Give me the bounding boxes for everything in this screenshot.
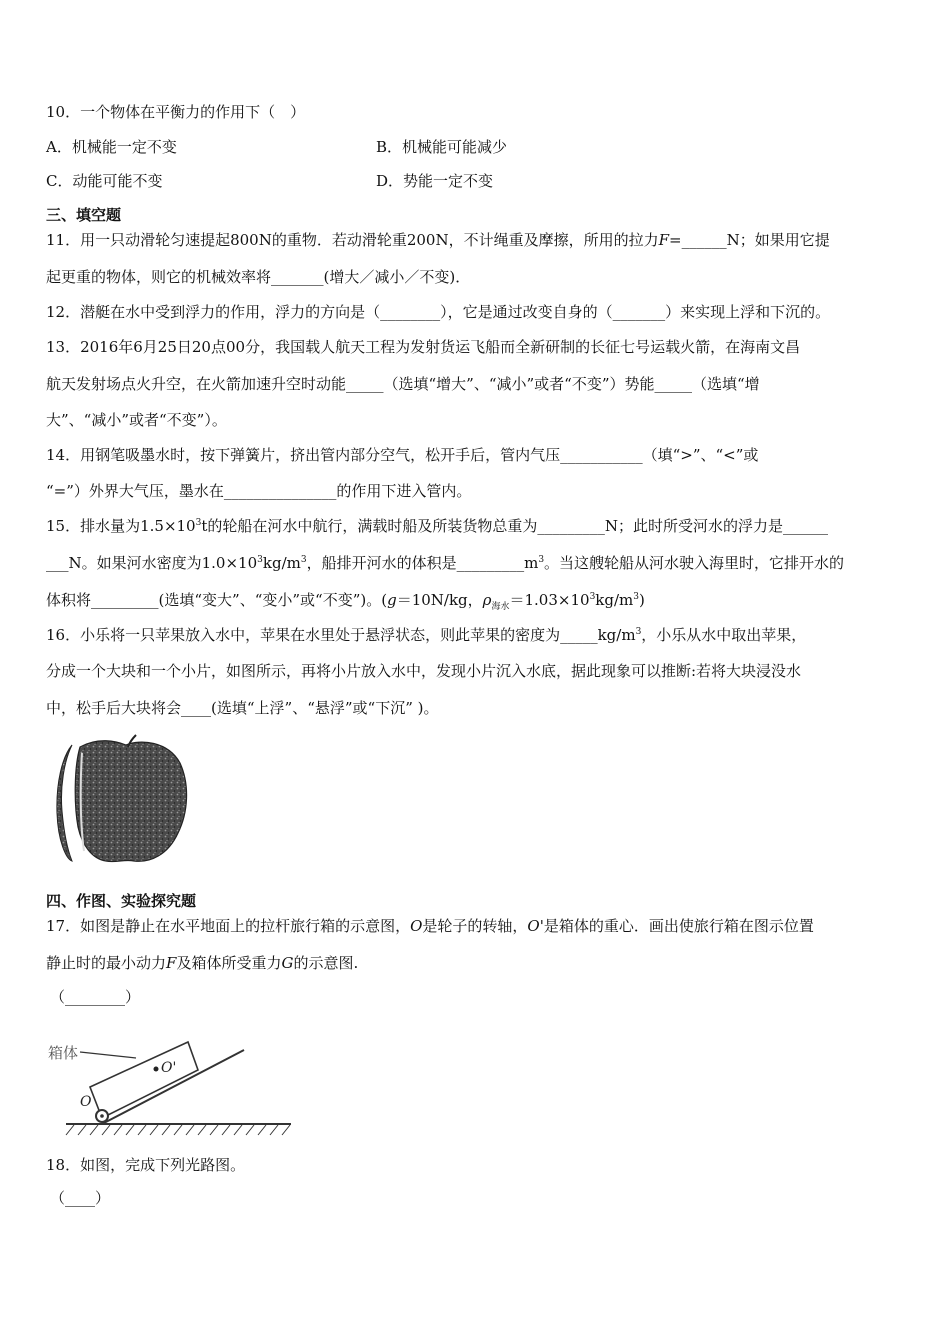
q18-answer-blank: （____） [50, 1189, 111, 1207]
q17-text: 17．如图是静止在水平地面上的拉杆旅行箱的示意图， [46, 917, 411, 935]
q17-var-g: G [281, 954, 294, 972]
q10-option-b: B．机械能可能减少 [376, 138, 508, 156]
q13-line-3: 大”、“减小”或者“不变”）。 [46, 411, 227, 429]
q12-line: 12．潜艇在水中受到浮力的作用，浮力的方向是（________），它是通过改变自身的（_______）来实现上浮和下沉的。 [46, 303, 831, 321]
q16-line-1 [46, 625, 806, 645]
q16-text: ，小乐从水中取出苹果， [641, 626, 807, 644]
q15-text: 。当这艘轮船从河水驶入海里时，它排开水的 [544, 554, 845, 572]
q15-sup: 3 [589, 592, 596, 602]
q17-text: 是轮子的转轴， [422, 917, 528, 935]
q15-text: ，船排开河水的体积是_________m [306, 554, 539, 572]
q15-line-1 [46, 516, 828, 536]
q16-text: 16．小乐将一只苹果放入水中，苹果在水里处于悬浮状态，则此苹果的密度为_____kg/m [46, 626, 636, 644]
section-3-title: 三、填空题 [46, 206, 122, 224]
q17-line-2 [46, 953, 358, 973]
q15-text: t的轮船在河水中航行，满载时船及所装货物总重为_________N；此时所受河水的浮力是______ [201, 517, 829, 535]
ground-hatch [66, 1125, 290, 1135]
apple-large-chunk [75, 741, 186, 862]
q15-text: ＝10N/kg， [396, 591, 483, 609]
q11-line-2: 起更重的物体，则它的机械效率将_______(增大／减小／不变)． [46, 268, 471, 286]
q17-var-o: O [410, 917, 423, 935]
label-o-prime: O' [161, 1060, 177, 1076]
q17-var-f: F [166, 954, 177, 972]
q10-option-c: C．动能可能不变 [46, 172, 163, 190]
q17-var-o-prime: O' [527, 917, 544, 935]
section-4-title: 四、作图、实验探究题 [46, 892, 197, 910]
luggage-figure [46, 1032, 296, 1142]
apple-small-slice [57, 745, 72, 861]
wheel-axle [100, 1114, 104, 1118]
q15-text: 体积将_________(选填“变大”、“变小”或“不变”)。( [46, 591, 388, 609]
q14-line-2: “=”）外界大气压，墨水在_______________的作用下进入管内。 [46, 482, 472, 500]
q15-text: ) [639, 591, 645, 609]
q15-line-3 [46, 590, 645, 610]
q15-sup: 3 [300, 555, 307, 565]
q16-line-3: 中，松手后大块将会____(选填“上浮”、“悬浮”或“下沉” )。 [46, 699, 439, 717]
label-leader-line [80, 1052, 136, 1058]
q15-sup: 3 [538, 555, 545, 565]
q15-sup: 3 [257, 555, 263, 565]
q17-text: 是箱体的重心．画出使旅行箱在图示位置 [543, 917, 814, 935]
q13-line-2: 航天发射场点火升空，在火箭加速升空时动能_____（选填“增大”、“减小”或者“不变”）势能_____（选填“增 [46, 375, 760, 393]
q15-sup: 3 [633, 592, 639, 602]
apple-figure [50, 733, 190, 865]
q10-option-a: A．机械能一定不变 [46, 138, 177, 156]
q15-var-g: g [387, 591, 397, 609]
center-of-gravity-dot [154, 1067, 159, 1072]
q15-sub: 海水 [491, 602, 510, 612]
label-box: 箱体 [48, 1045, 79, 1062]
q15-text: kg/m [595, 591, 634, 609]
q16-line-2: 分成一个大块和一个小片，如图所示，再将小片放入水中，发现小片沉入水底，据此现象可以推断:若将大块浸没水 [46, 662, 802, 680]
luggage-box [90, 1042, 198, 1118]
q11-line-1 [46, 230, 830, 250]
q15-text: kg/m [262, 554, 301, 572]
q11-text-1c: ______N；如果用它提 [681, 231, 830, 249]
q17-text: 及箱体所受重力 [176, 954, 282, 972]
q13-line-1: 13．2016年6月25日20点00分，我国载人航天工程为发射货运飞船而全新研制的长征七号运载火箭，在海南文昌 [46, 338, 801, 356]
q10-stem: 10．一个物体在平衡力的作用下（ ） [46, 103, 306, 121]
q17-line-1 [46, 916, 814, 936]
q15-var-rho: ρ [482, 591, 492, 609]
q17-answer-blank: （________） [50, 988, 141, 1006]
label-o: O [80, 1094, 92, 1110]
q15-text: ＝1.03×10 [509, 591, 590, 609]
q15-text: 15．排水量为1.5×10 [46, 517, 196, 535]
q11-text-1a: 11．用一只动滑轮匀速提起800N的重物．若动滑轮重200N，不计绳重及摩擦，所用的拉力 [46, 231, 659, 249]
q15-text: ___N。如果河水密度为1.0×10 [46, 554, 258, 572]
q16-sup: 3 [635, 627, 642, 637]
q18-stem: 18．如图，完成下列光路图。 [46, 1156, 246, 1174]
q17-text: 的示意图. [293, 954, 359, 972]
q15-sup: 3 [195, 518, 202, 528]
q14-line-1: 14．用钢笔吸墨水时，按下弹簧片，挤出管内部分空气，松开手后，管内气压___________（填“>”、“<”或 [46, 446, 759, 464]
q11-var-f: F= [658, 231, 682, 249]
q10-option-d: D．势能一定不变 [376, 172, 494, 190]
q17-text: 静止时的最小动力 [46, 954, 167, 972]
q15-line-2 [46, 553, 844, 573]
